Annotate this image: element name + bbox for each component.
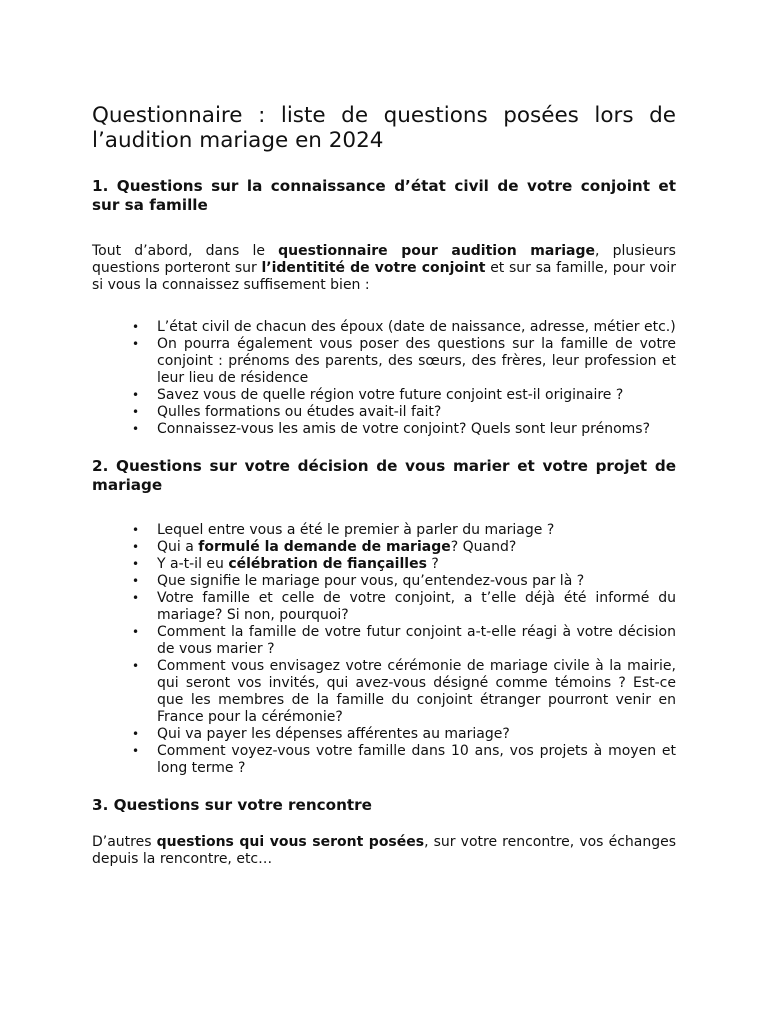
list-item-text: Votre famille et celle de votre conjoint, a t’elle déjà été informé du mariage? Si non, pourquoi? [157, 590, 676, 623]
bullet-icon: • [132, 659, 140, 673]
section-1-list [92, 319, 676, 438]
page-title: Questionnaire : liste de questions posées lors de l’audition mariage en 2024 [92, 103, 676, 153]
bullet-icon: • [132, 744, 140, 758]
bullet-icon: • [132, 591, 140, 605]
bullet-icon: • [132, 540, 140, 554]
intro-text: Tout d’abord, dans le [92, 243, 279, 259]
bullet-icon: • [132, 523, 140, 537]
list-item [92, 522, 676, 539]
bullet-icon: • [132, 337, 140, 351]
intro-text: D’autres [92, 834, 157, 850]
list-item-text: On pourra également vous poser des questions sur la famille de votre conjoint : prénoms des parents, des sœurs, des frères, leur profession et leur lieu de résidence [157, 336, 676, 386]
intro-text: , plusieurs questions porteront sur [92, 243, 676, 276]
list-item [92, 556, 676, 573]
bullet-icon: • [132, 405, 140, 419]
bullet-icon: • [132, 727, 140, 741]
bullet-icon: • [132, 320, 140, 334]
list-item [92, 539, 676, 556]
list-item-text: Qui va payer les dépenses afférentes au mariage? [157, 726, 510, 742]
intro-bold-text: questionnaire pour audition mariage [278, 243, 595, 259]
bullet-icon: • [132, 422, 140, 436]
bullet-icon: • [132, 557, 140, 571]
list-item [92, 336, 676, 387]
list-item [92, 726, 676, 743]
section-1-intro [92, 243, 676, 294]
section-3-intro [92, 834, 676, 868]
list-item-text: Y a-t-il eu [157, 556, 229, 572]
section-heading-2: 2. Questions sur votre décision de vous marier et votre projet de mariage [92, 457, 676, 494]
section-2-list [92, 522, 676, 777]
list-item-text: ? [426, 556, 439, 572]
list-item [92, 624, 676, 658]
list-item-text: Qui a [157, 539, 199, 555]
intro-bold-text: l’identitité de votre conjoint [261, 260, 486, 276]
list-item-text: Connaissez-vous les amis de votre conjoint? Quels sont leur prénoms? [157, 421, 651, 437]
list-item-bold-text: formulé la demande de mariage [198, 539, 451, 555]
bullet-icon: • [132, 388, 140, 402]
list-item [92, 404, 676, 421]
list-item [92, 658, 676, 726]
list-item-text: ? Quand? [450, 539, 517, 555]
list-item-text: L’état civil de chacun des époux (date de naissance, adresse, métier etc.) [157, 319, 676, 335]
bullet-icon: • [132, 574, 140, 588]
list-item-text: Comment voyez-vous votre famille dans 10 ans, vos projets à moyen et long terme ? [157, 743, 676, 776]
bullet-icon: • [132, 625, 140, 639]
list-item-text: Qulles formations ou études avait-il fait? [157, 404, 442, 420]
list-item-text: Comment la famille de votre futur conjoint a-t-elle réagi à votre décision de vous marier ? [157, 624, 676, 657]
section-heading-1: 1. Questions sur la connaissance d’état civil de votre conjoint et sur sa famille [92, 177, 676, 214]
list-item [92, 590, 676, 624]
intro-text: et sur sa famille, pour voir si vous la connaissez suffisement bien : [92, 260, 676, 293]
section-heading-3: 3. Questions sur votre rencontre [92, 796, 372, 814]
intro-bold-text: questions qui vous seront posées [156, 834, 425, 850]
list-item-text: Comment vous envisagez votre cérémonie de mariage civile à la mairie, qui seront vos invités, qui avez-vous désigné comme témoins ? Est-ce que les membres de la famille du conjoint étranger pourront venir en France pour la cérémonie? [157, 658, 676, 725]
list-item [92, 387, 676, 404]
list-item-text: Lequel entre vous a été le premier à parler du mariage ? [157, 522, 555, 538]
intro-text: , sur votre rencontre, vos échanges depuis la rencontre, etc… [92, 834, 677, 867]
list-item [92, 319, 676, 336]
list-item [92, 743, 676, 777]
list-item-text: Que signifie le mariage pour vous, qu’entendez-vous par là ? [157, 573, 585, 589]
list-item-bold-text: célébration de fiançailles [228, 556, 427, 572]
list-item [92, 573, 676, 590]
list-item-text: Savez vous de quelle région votre future conjoint est-il originaire ? [157, 387, 624, 403]
list-item [92, 421, 676, 438]
